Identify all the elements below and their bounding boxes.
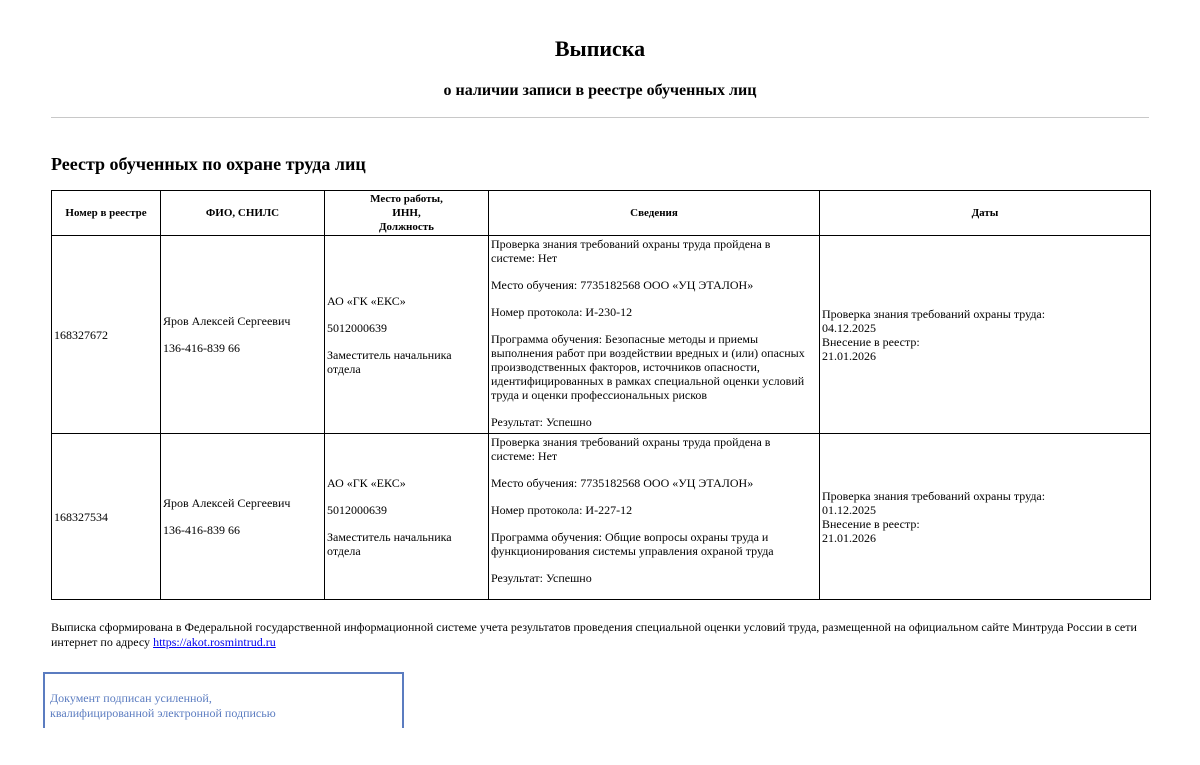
cell-info — [489, 236, 820, 434]
footer-text: Выписка сформирована в Федеральной государственной информационной системе учета результатов проведения специальной оценки условий труда, размещенной на официальном сайте Минтруда России в сети интернет по адресу — [51, 620, 1137, 649]
cell-dates — [820, 236, 1151, 434]
header-work-line: ИНН, — [392, 207, 421, 219]
person-snils: 136-416-839 66 — [163, 523, 240, 537]
document-subtitle: о наличии записи в реестре обученных лиц — [443, 82, 757, 99]
cell-work — [325, 236, 489, 434]
table-row — [52, 434, 1151, 600]
header-dates: Даты — [820, 191, 1151, 236]
header-fio: ФИО, СНИЛС — [161, 191, 325, 236]
registry-table — [51, 190, 1151, 600]
training-place: Место обучения: 7735182568 ООО «УЦ ЭТАЛОН» — [491, 278, 754, 292]
table-header-row — [52, 191, 1151, 236]
person-snils: 136-416-839 66 — [163, 341, 240, 355]
training-result: Результат: Успешно — [491, 571, 592, 585]
training-program: Программа обучения: Безопасные методы и приемы выполнения работ при воздействии вредных и (или) опасных производственных факторов, источников опасности, идентифицированных в рамках специальной оценки условий труда и оценки профессиональных рисков — [491, 332, 805, 402]
person-position: Заместитель начальника отдела — [327, 347, 452, 376]
person-name: Яров Алексей Сергеевич — [163, 496, 291, 510]
signature-line: Документ подписан усиленной, — [50, 691, 212, 705]
footer-note — [51, 620, 1151, 650]
registry-date-label: Внесение в реестр: — [822, 516, 920, 531]
cell-number: 168327672 — [52, 236, 161, 434]
check-date: 04.12.2025 — [822, 320, 876, 335]
check-status: Проверка знания требований охраны труда пройдена в системе: Нет — [491, 435, 771, 463]
rosmintrud-link[interactable]: https://akot.rosmintrud.ru — [153, 635, 276, 649]
cell-fio — [161, 236, 325, 434]
signature-line: квалифицированной электронной подписью — [50, 706, 276, 720]
cell-info — [489, 434, 820, 600]
cell-fio — [161, 434, 325, 600]
training-result: Результат: Успешно — [491, 415, 592, 429]
cell-work — [325, 434, 489, 600]
header-work — [325, 191, 489, 236]
registry-date: 21.01.2026 — [822, 348, 876, 363]
person-position: Заместитель начальника отдела — [327, 529, 452, 558]
check-date: 01.12.2025 — [822, 502, 876, 517]
org-inn: 5012000639 — [327, 502, 387, 517]
org-name: АО «ГК «ЕКС» — [327, 475, 406, 490]
cell-dates — [820, 434, 1151, 600]
header-divider — [51, 117, 1149, 118]
section-title: Реестр обученных по охране труда лиц — [51, 154, 366, 174]
header-work-line: Место работы, — [370, 193, 443, 205]
registry-date-label: Внесение в реестр: — [822, 334, 920, 349]
training-place: Место обучения: 7735182568 ООО «УЦ ЭТАЛОН» — [491, 476, 754, 490]
cell-number: 168327534 — [52, 434, 161, 600]
org-name: АО «ГК «ЕКС» — [327, 293, 406, 308]
document-title: Выписка — [554, 36, 646, 61]
check-date-label: Проверка знания требований охраны труда: — [822, 488, 1046, 503]
header-info: Сведения — [489, 191, 820, 236]
check-date-label: Проверка знания требований охраны труда: — [822, 306, 1046, 321]
signature-text — [50, 691, 276, 721]
protocol-number: Номер протокола: И-230-12 — [491, 305, 633, 319]
registry-date: 21.01.2026 — [822, 530, 876, 545]
org-inn: 5012000639 — [327, 320, 387, 335]
training-program: Программа обучения: Общие вопросы охраны труда и функционирования системы управления охраной труда — [491, 530, 774, 558]
signature-stamp — [43, 672, 404, 728]
table-row — [52, 236, 1151, 434]
header-work-line: Должность — [378, 221, 434, 233]
header-number: Номер в реестре — [52, 191, 161, 236]
protocol-number: Номер протокола: И-227-12 — [491, 503, 633, 517]
person-name: Яров Алексей Сергеевич — [163, 314, 291, 328]
check-status: Проверка знания требований охраны труда пройдена в системе: Нет — [491, 237, 771, 265]
